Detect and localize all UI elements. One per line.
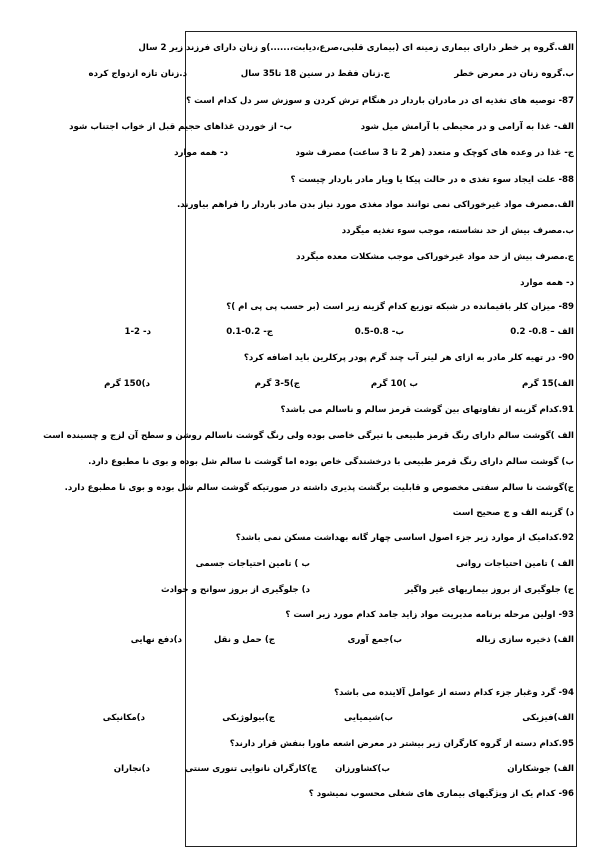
q90-option-a: الف)15 گرم bbox=[522, 379, 574, 389]
q90-question: 90- در تهیه کلر مادر به ازای هر لیتر آب چند گرم پودر پرکلرین باید اضافه کرد؟ bbox=[243, 353, 574, 363]
q94-option-c: ج)بیولوژیکی bbox=[222, 713, 275, 723]
q95-question: 95.کدام دسته از گروه کارگران زیر بیشتر در معرض اشعه ماورا بنفش قرار دارند؟ bbox=[229, 739, 574, 749]
q88-question: 88- علت ایجاد سوء تغذی ه در حالت پیکا یا ویار مادر باردار چیست ؟ bbox=[290, 175, 574, 185]
q91-option-c: ج)گوشت نا سالم سفتی مخصوص و قابلیت برگشت پذیری داشته در صورتیکه گوشت سالم شل بوده و بوی نا مطبوع دارد. bbox=[64, 483, 574, 493]
q87-option-b: ب- از خوردن غذاهای حجیم قبل از خواب اجتناب شود bbox=[69, 122, 292, 132]
q88-option-a: الف.مصرف مواد غیرخوراکی نمی توانند مواد مغذی مورد نیاز بدن مادر باردار را فراهم بیاورند. bbox=[177, 200, 574, 210]
q89-option-c: ج- 0.2-0.1 bbox=[226, 327, 273, 337]
q89-question: 89- میزان کلر باقیمانده در شبکه توزیع کدام گزینه زیر است (بر حسب پی پی ام )؟ bbox=[226, 302, 574, 312]
q86-option-b: ب.گروه زنان در معرض خطر bbox=[454, 69, 574, 79]
q86-option-a: الف.گروه پر خطر دارای بیماری زمینه ای (بیماری قلبی،صرع،دیابت،......)و زنان دارای فرزند زیر 2 سال bbox=[138, 43, 574, 53]
q90-option-d: د)150 گرم bbox=[104, 379, 150, 389]
q92-option-d: د) جلوگیری از بروز سوانح و حوادث bbox=[161, 585, 310, 595]
q93-option-a: الف) ذخیره سازی زباله bbox=[475, 635, 574, 645]
q88-option-c: ج.مصرف بیش از حد مواد غیرخوراکی موجب مشکلات معده میگردد bbox=[296, 252, 574, 262]
q95-option-b: ب)کشاورزان bbox=[334, 764, 390, 774]
q86-option-c: ج.زنان فقط در سنین 18 تا35 سال bbox=[240, 69, 390, 79]
q92-question: 92.کدامیک از موارد زیر جزء اصول اساسی چهار گانه بهداشت مسکن نمی باشد؟ bbox=[235, 533, 574, 543]
q92-option-a: الف ) تامین احتیاجات روانی bbox=[456, 559, 574, 569]
q91-question: 91.کدام گزینه از تفاوتهای بین گوشت قرمز سالم و ناسالم می باشد؟ bbox=[280, 405, 574, 415]
q93-question: 93- اولین مرحله برنامه مدیریت مواد زاید جامد کدام مورد زیر است ؟ bbox=[285, 610, 574, 620]
q89-option-a: الف – 0.8- 0.2 bbox=[510, 327, 574, 337]
q91-option-d: د) گزینه الف و ج صحیح است bbox=[452, 508, 574, 518]
q94-option-a: الف)فیزیکی bbox=[522, 713, 574, 723]
q95-option-d: د)نجاران bbox=[113, 764, 150, 774]
q96-question: 96- کدام یک از ویژگیهای بیماری های شغلی محسوب نمیشود ؟ bbox=[308, 789, 574, 799]
q88-option-b: ب.مصرف بیش از حد نشاسته، موجب سوء تغذیه میگردد bbox=[341, 226, 574, 236]
q94-option-d: د)مکانیکی bbox=[102, 713, 145, 723]
q95-option-c: ج)کارگران نانوایی تنوری سنتی bbox=[185, 764, 317, 774]
q90-option-b: ب )10 گرم bbox=[370, 379, 418, 389]
q87-option-a: الف- غذا به آرامی و در محیطی با آرامش میل شود bbox=[360, 122, 574, 132]
q91-option-b: ب) گوشت سالم دارای رنگ قرمز طبیعی با درخشندگی خاص بوده اما گوشت نا سالم شل بوده و بوی نا مطبوع دارد. bbox=[88, 457, 574, 467]
q91-option-a: الف )گوشت سالم دارای رنگ قرمز طبیعی با تیرگی خاصی بوده ولی رنگ گوشت ناسالم روشن و سطح آن لزج و چسبنده است bbox=[43, 431, 574, 441]
q94-option-b: ب)شیمیایی bbox=[344, 713, 393, 723]
q92-option-b: ب ) تامین احتیاجات جسمی bbox=[195, 559, 310, 569]
q86-option-d: د.زنان تازه ازدواج کرده bbox=[88, 69, 187, 79]
q95-option-a: الف) جوشکاران bbox=[507, 764, 574, 774]
q94-question: 94- گرد وغبار جزء کدام دسته از عوامل آلاینده می باشد؟ bbox=[334, 688, 574, 698]
q93-option-d: د)دفع نهایی bbox=[130, 635, 182, 645]
q89-option-d: د- 2-1 bbox=[124, 327, 151, 337]
q89-option-b: ب- 0.8-0.5 bbox=[354, 327, 404, 337]
q87-question: 87- توصیه های تغذیه ای در مادران باردار در هنگام ترش کردن و سوزش سر دل کدام است ؟ bbox=[186, 96, 574, 106]
q87-option-d: د- همه موارد bbox=[174, 148, 228, 158]
q93-option-c: ج) حمل و نقل bbox=[213, 635, 275, 645]
q87-option-c: ج- غذا در وعده های کوچک و متعدد (هر 2 تا 3 ساعت) مصرف شود bbox=[295, 148, 574, 158]
q88-option-d: د- همه موارد bbox=[520, 278, 574, 288]
q90-option-c: ج)5-3 گرم bbox=[254, 379, 300, 389]
q92-option-c: ج) جلوگیری از بروز بیماریهای غیر واگیر bbox=[404, 585, 574, 595]
q93-option-b: ب)جمع آوری bbox=[347, 635, 402, 645]
